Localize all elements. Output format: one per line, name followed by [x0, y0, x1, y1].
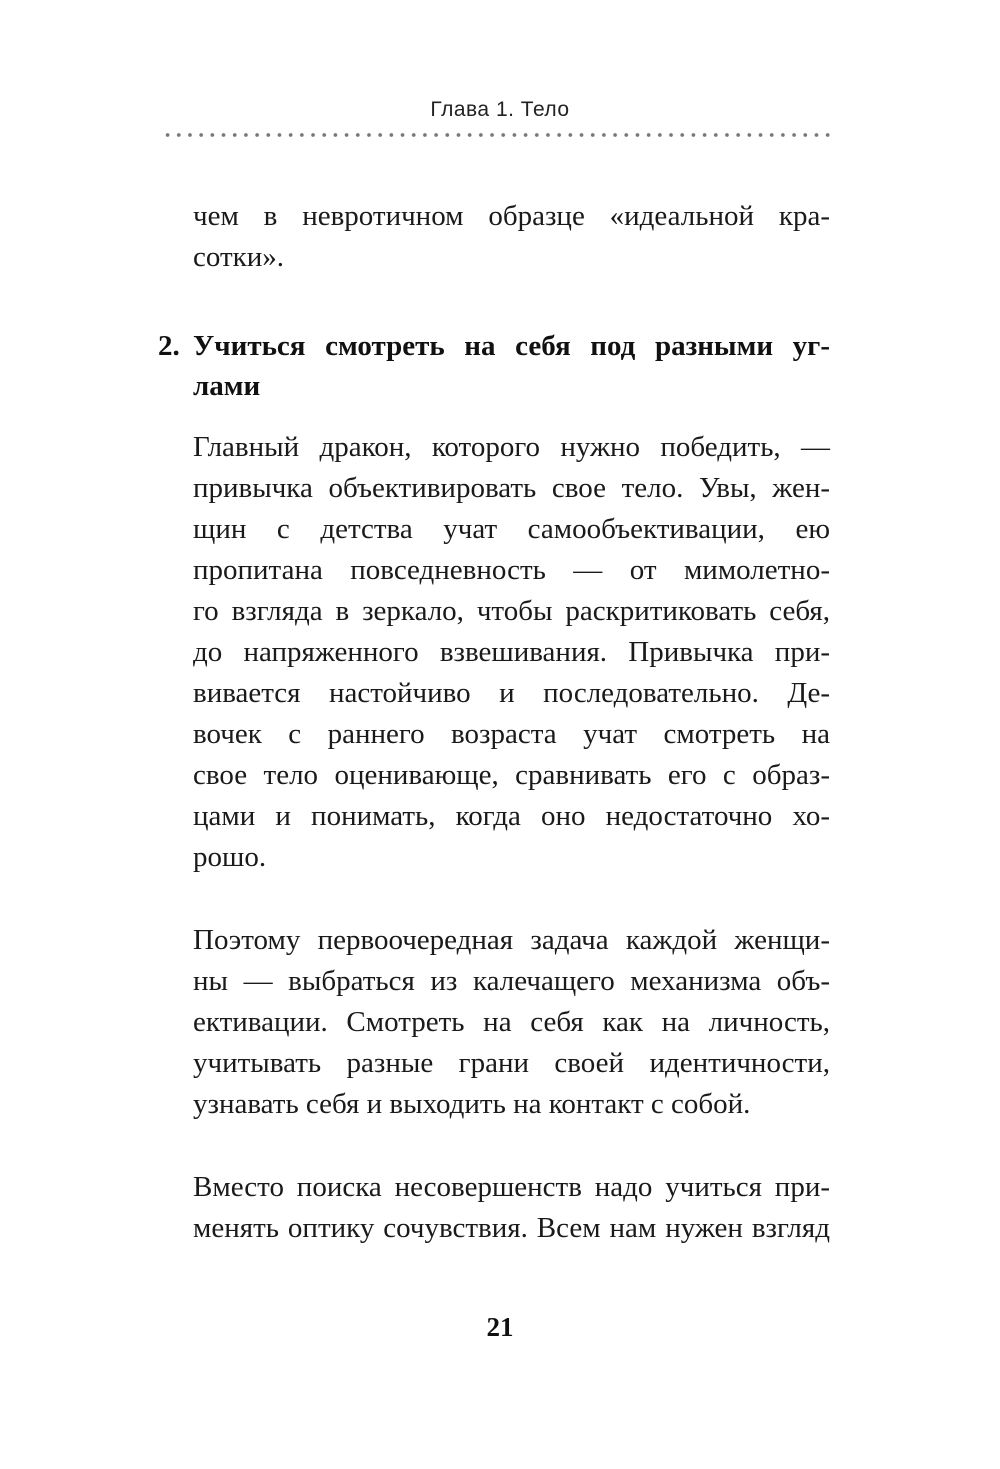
- body-line: Вместо поиска несовершенств надо учиться при-: [193, 1171, 830, 1203]
- body-line: щин с детства учат самообъективации, ею: [193, 513, 830, 545]
- body-line: вочек с раннего возраста учат смотреть на: [193, 718, 830, 750]
- body-line: цами и понимать, когда оно недостаточно хо-: [193, 800, 830, 832]
- body-line: до напряженного взвешивания. Привычка при-: [193, 636, 830, 668]
- body-line: ективации. Смотреть на себя как на личность,: [193, 1006, 830, 1038]
- section-number: 2.: [158, 330, 180, 362]
- dotted-divider: [162, 132, 832, 138]
- section-heading-line: Учиться смотреть на себя под разными уг-: [193, 330, 830, 362]
- body-line: привычка объективировать свое тело. Увы, жен-: [193, 472, 830, 504]
- body-line: узнавать себя и выходить на контакт с собой.: [193, 1088, 751, 1120]
- body-line: пропитана повседневность — от мимолетно-: [193, 554, 830, 586]
- body-line: рошо.: [193, 841, 267, 873]
- body-line: чем в невротичном образце «идеальной кра-: [193, 200, 830, 232]
- body-line: учитывать разные грани своей идентичности,: [193, 1047, 830, 1079]
- body-line: свое тело оценивающе, сравнивать его с образ-: [193, 759, 830, 791]
- body-line: Главный дракон, которого нужно победить, —: [193, 431, 830, 463]
- running-header: Глава 1. Тело: [430, 98, 570, 121]
- body-line: вивается настойчиво и последовательно. Де-: [193, 677, 830, 709]
- body-line: сотки».: [193, 241, 285, 273]
- section-heading-line: лами: [193, 370, 261, 402]
- page-number: 21: [486, 1312, 514, 1342]
- body-line: ны — выбраться из калечащего механизма объ-: [193, 965, 830, 997]
- body-line: го взгляда в зеркало, чтобы раскритиковать себя,: [193, 595, 830, 627]
- body-line: Поэтому первоочередная задача каждой женщи-: [193, 924, 830, 956]
- body-line: менять оптику сочувствия. Всем нам нужен взгляд: [193, 1212, 830, 1244]
